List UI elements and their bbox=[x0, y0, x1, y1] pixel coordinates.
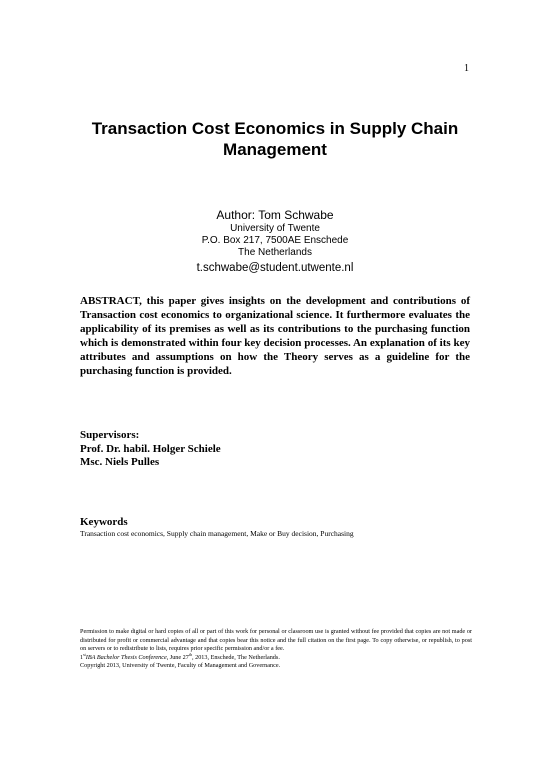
paper-title-line-1: Transaction Cost Economics in Supply Chain bbox=[91, 119, 459, 138]
supervisor-name-1: Prof. Dr. habil. Holger Schiele bbox=[80, 442, 221, 455]
keywords-heading: Keywords bbox=[80, 516, 128, 528]
keywords-text: Transaction cost economics, Supply chain management, Make or Buy decision, Purchasing bbox=[80, 529, 354, 538]
conference-line bbox=[80, 651, 472, 663]
abstract-paragraph: ABSTRACT, this paper gives insights on the development and contributions of Transaction cost economics to organizational science. It furthermore evaluates the applicability of its premises as well as its contributions to the purchasing function which is demonstrated within four key decision processes. An explanation of its key attributes and assumptions on how the Theory serves as a guideline for the purchasing function is provided. bbox=[80, 295, 470, 377]
conference-rest: , 2013, Enschede, The Netherlands. bbox=[192, 653, 280, 661]
author-country: The Netherlands bbox=[238, 247, 312, 258]
conference-date-suffix: th bbox=[188, 651, 192, 657]
supervisors-heading: Supervisors: bbox=[80, 429, 140, 441]
conference-name: IBA Bachelor Thesis Conference bbox=[85, 653, 167, 661]
conference-ordinal-suffix: st bbox=[83, 651, 86, 657]
author-block bbox=[0, 208, 550, 276]
supervisor-name-2: Msc. Niels Pulles bbox=[80, 456, 160, 468]
conference-date-prefix: , June 27 bbox=[166, 653, 189, 661]
supervisors-section bbox=[80, 429, 470, 470]
author-email: t.schwabe@student.utwente.nl bbox=[196, 262, 354, 274]
conference-ordinal: 1 bbox=[80, 653, 84, 661]
permission-notice bbox=[80, 628, 472, 671]
permission-text: Permission to make digital or hard copies of all or part of this work for personal or classroom use is granted without fee provided that copies are not made or distributed for profit or commercial advantage and that copies bear this notice and the full citation on the first page. To copy otherwise, or republish, to post on servers or to redistribute to lists, requires prior specific permission and/or a fee. bbox=[80, 628, 472, 653]
keywords-section bbox=[80, 516, 470, 539]
author-name: Author: Tom Schwabe bbox=[216, 208, 334, 222]
author-university: University of Twente bbox=[230, 223, 320, 234]
author-address: P.O. Box 217, 7500AE Enschede bbox=[201, 235, 349, 246]
page-number: 1 bbox=[464, 63, 469, 74]
paper-title-line-2: Management bbox=[223, 140, 327, 159]
paper-title bbox=[60, 118, 490, 160]
copyright-line: Copyright 2013, University of Twente, Faculty of Management and Governance. bbox=[80, 662, 281, 670]
